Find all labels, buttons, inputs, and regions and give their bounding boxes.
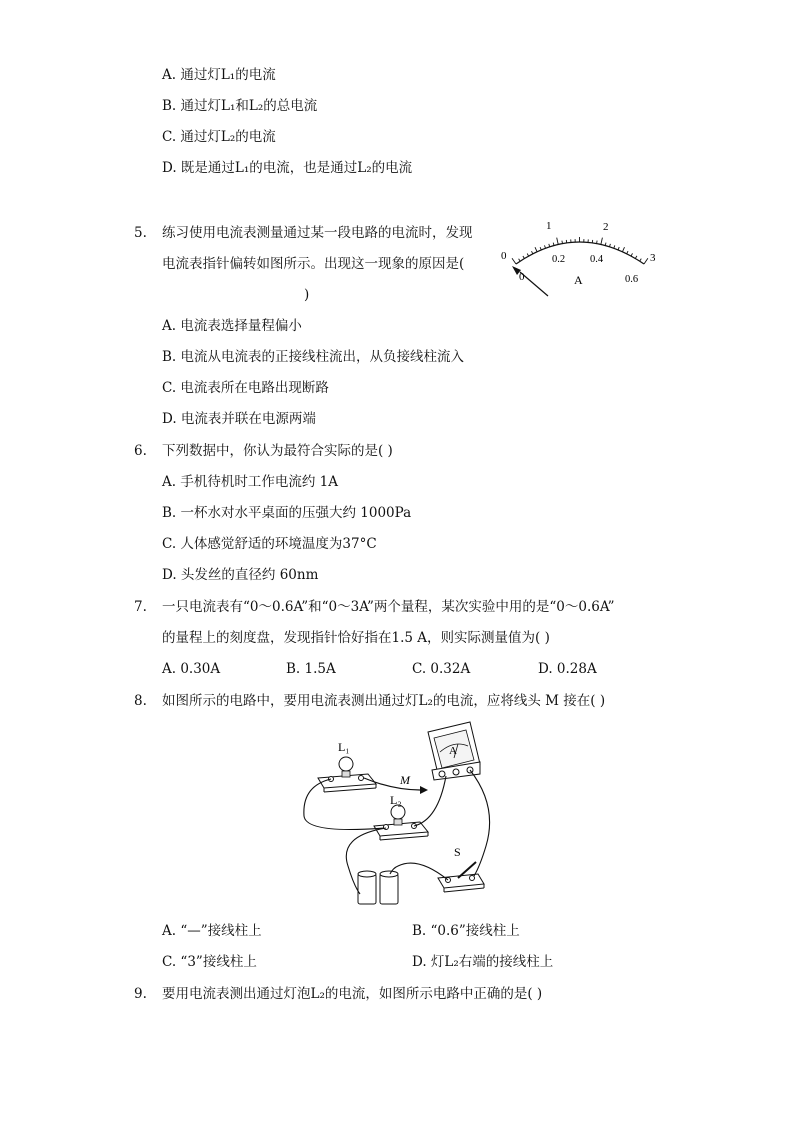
q7-option-c: C. 0.32A	[412, 661, 471, 677]
dial-tick	[605, 243, 606, 246]
q6-option-b: B. 一杯水对水平桌面的压强大约 1000Pa	[162, 505, 412, 521]
wire-m-arrowhead	[420, 786, 428, 794]
dial-tick	[519, 259, 521, 262]
lower-label-0-6: 0.6	[625, 274, 639, 285]
dial-tick	[562, 241, 563, 244]
q4-option-c: C. 通过灯L₂的电流	[162, 129, 276, 145]
q5-option-b: B. 电流从电流表的正接线柱流出，从负接线柱流入	[162, 349, 465, 365]
lamp-l2	[374, 805, 428, 840]
q8-number: 8.	[134, 693, 147, 709]
dial-tick	[635, 256, 637, 259]
q8-stem: 如图所示的电路中，要用电流表测出通过灯L₂的电流，应将线头 M 接在( )	[162, 693, 606, 709]
upper-label-3: 3	[650, 252, 656, 264]
q6-option-d: D. 头发丝的直径约 60nm	[162, 567, 319, 583]
dial-tick	[622, 247, 624, 252]
dial-arc	[516, 242, 644, 264]
label-l2: L₂	[390, 793, 402, 807]
q4-option-d: D. 既是通过L₁的电流，也是通过L₂的电流	[162, 160, 413, 176]
lower-label-0: 0	[519, 271, 525, 283]
dial-tick	[553, 243, 554, 246]
q8-option-a: A. “—”接线柱上	[162, 923, 262, 939]
q7-option-b: B. 1.5A	[286, 661, 336, 677]
q9-stem: 要用电流表测出通过灯泡L₂的电流，如图所示电路中正确的是( )	[162, 986, 543, 1002]
q5-number: 5.	[134, 225, 147, 241]
q7-number: 7.	[134, 599, 147, 615]
label-s: S	[454, 845, 461, 859]
q5-stem-line2: 电流表指针偏转如图所示。出现这一现象的原因是(	[162, 256, 465, 272]
battery-pack	[358, 871, 398, 904]
q4-option-b: B. 通过灯L₁和L₂的总电流	[162, 98, 318, 114]
q8-option-c: C. “3”接线柱上	[162, 954, 257, 970]
dial-tick	[610, 244, 611, 247]
circuit-figure	[298, 716, 498, 914]
dial-tick	[557, 238, 559, 245]
q4-option-a: A. 通过灯L₁的电流	[162, 67, 276, 83]
lower-label-0-2: 0.2	[552, 254, 566, 265]
label-m: M	[400, 773, 410, 787]
ammeter-dial-figure	[494, 214, 664, 298]
q7-stem-line2: 的量程上的刻度盘，发现指针恰好指在1.5 A，则实际测量值为( )	[162, 630, 550, 646]
dial-ticks	[512, 237, 648, 264]
dial-tick	[597, 241, 598, 244]
q6-number: 6.	[134, 443, 147, 459]
q6-option-c: C. 人体感觉舒适的环境温度为37°C	[162, 536, 377, 552]
lamp-l1	[318, 757, 376, 792]
q8-option-b: B. “0.6”接线柱上	[412, 923, 520, 939]
dial-tick	[614, 245, 615, 248]
upper-label-0: 0	[501, 250, 507, 262]
q5-option-d: D. 电流表并联在电源两端	[162, 411, 316, 427]
q5-stem-line3: )	[304, 287, 310, 303]
upper-label-1: 1	[546, 220, 552, 232]
q8-option-d: D. 灯L₂右端的接线柱上	[412, 954, 554, 970]
q9-number: 9.	[134, 986, 147, 1002]
dial-tick	[540, 247, 541, 250]
dial-tick	[627, 251, 628, 254]
dial-tick	[532, 251, 533, 254]
q6-option-a: A. 手机待机时工作电流约 1A	[162, 474, 338, 490]
dial-tick	[549, 244, 550, 247]
q5-stem-line1: 练习使用电流表测量通过某一段电路的电流时，发现	[162, 225, 473, 241]
dial-tick	[512, 258, 516, 264]
lower-label-0-4: 0.4	[590, 254, 604, 265]
dial-tick	[618, 247, 619, 250]
meter-unit-label: A	[574, 273, 583, 287]
q6-stem: 下列数据中，你认为最符合实际的是( )	[162, 443, 393, 459]
q5-option-c: C. 电流表所在电路出现断路	[162, 380, 329, 396]
dial-tick	[535, 247, 537, 252]
upper-label-2: 2	[603, 221, 609, 233]
label-l1: L₁	[338, 740, 350, 754]
dial-tick	[523, 256, 525, 259]
label-meter-a: A	[449, 745, 457, 757]
q7-option-a: A. 0.30A	[162, 661, 221, 677]
q5-option-a: A. 电流表选择量程偏小	[162, 318, 302, 334]
dial-tick	[644, 258, 648, 264]
dial-tick	[545, 245, 546, 248]
dial-tick	[631, 253, 633, 256]
dial-tick	[640, 259, 642, 262]
q7-stem-line1: 一只电流表有“0～0.6A”和“0～3A”两个量程，某次实验中用的是“0～0.6A”	[162, 599, 615, 615]
q7-option-d: D. 0.28A	[538, 661, 597, 677]
dial-tick	[601, 238, 603, 245]
dial-tick	[527, 254, 528, 257]
